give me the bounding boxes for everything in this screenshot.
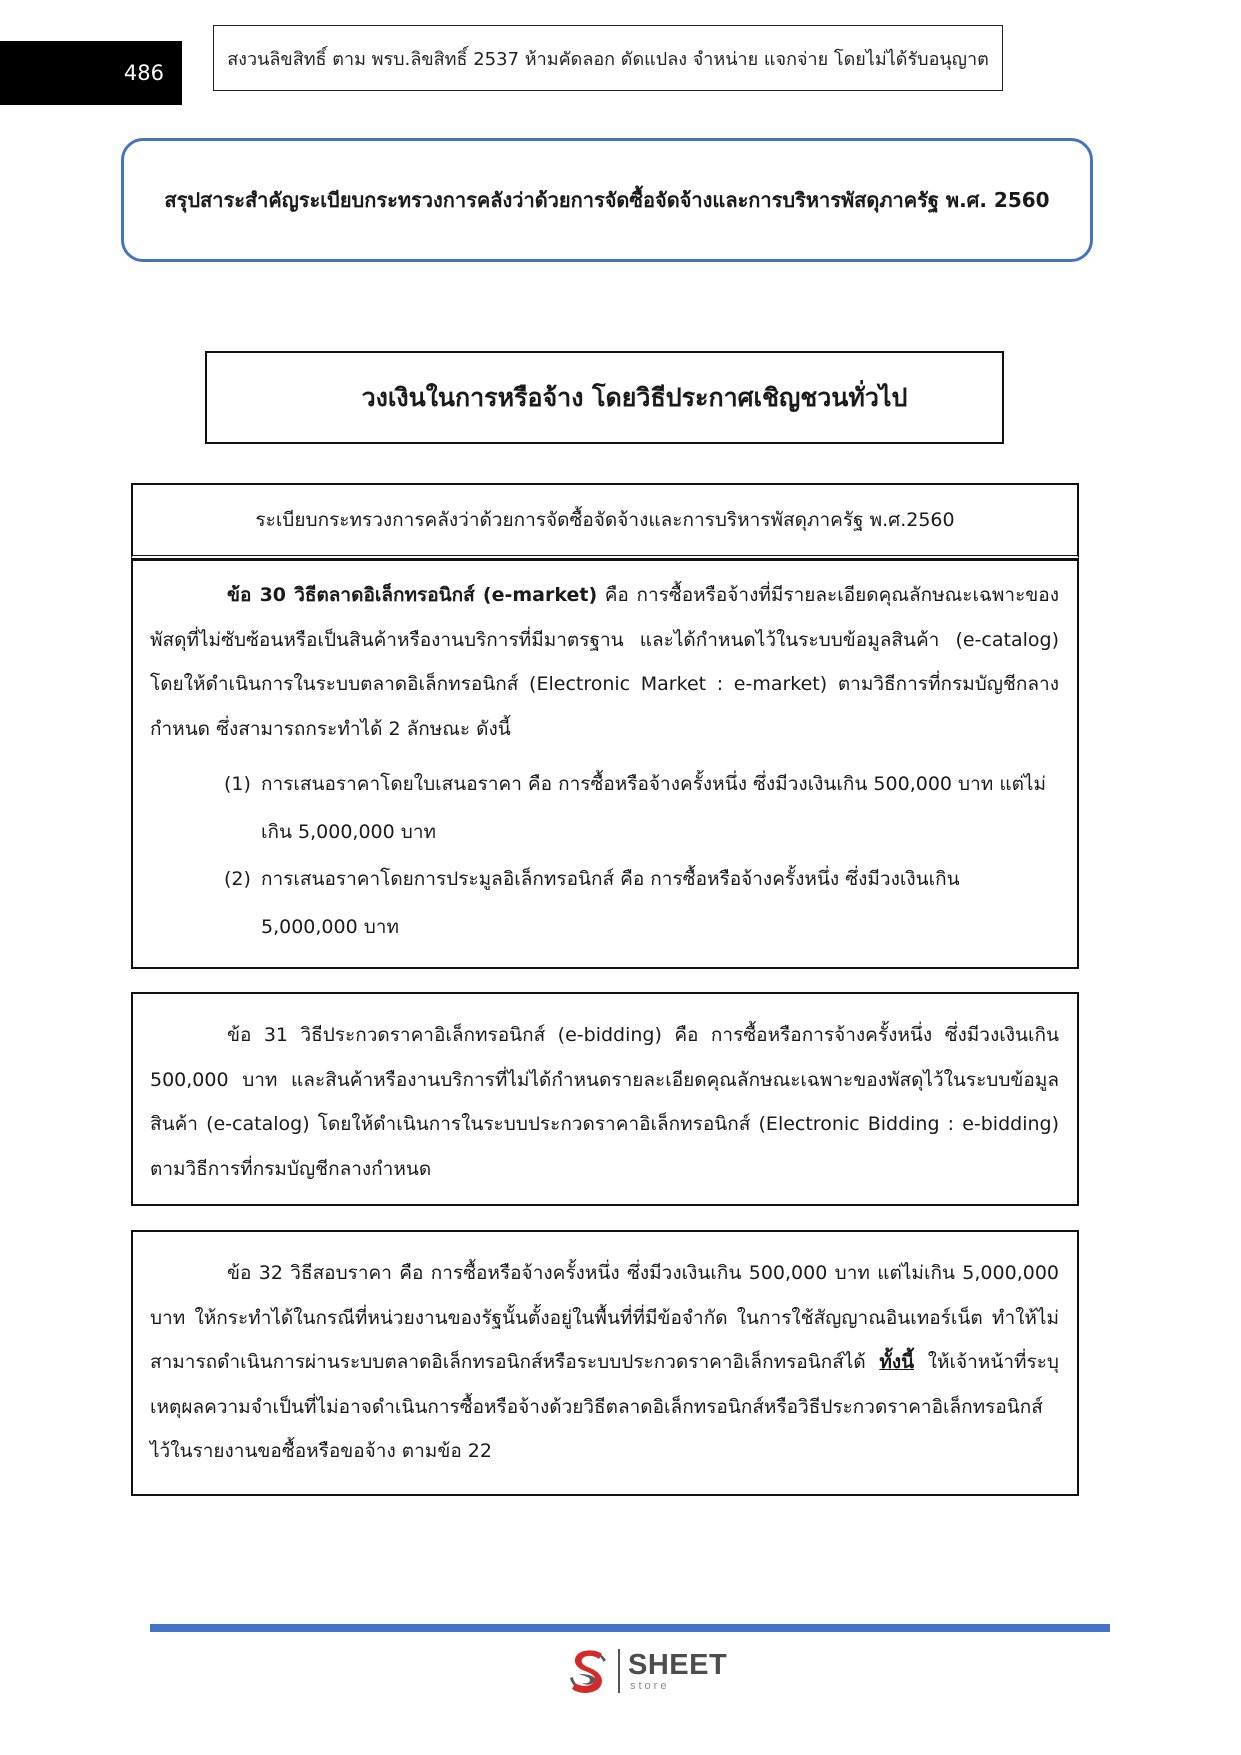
clause-32-text-after: ให้เจ้าหน้าที่ระบุเหตุผลความจำเป็นที่ไม่อาจดำเนินการซื้อหรือจ้างด้วยวิธีตลาดอิเล็กทรอนิกส์หรือวิธีประกวดราคาอิเล็กทรอนิกส์ไว้ในรายงานขอซื้อหรือขอจ้าง ตามข้อ 22 (150, 1351, 1059, 1462)
sheet-store-logo (566, 1645, 736, 1697)
logo-words (628, 1648, 728, 1692)
clause-32-box (131, 1230, 1079, 1496)
logo-sub: store (630, 1679, 670, 1692)
sheet-store-logo-icon (566, 1646, 612, 1696)
page-number-text: 486 (123, 61, 164, 85)
footer-rule (150, 1624, 1110, 1632)
clause-30-box (131, 559, 1079, 969)
regulation-title-box (131, 483, 1079, 559)
clause-30-paragraph (150, 573, 1059, 751)
clause-30-lead: ข้อ 30 วิธีตลาดอิเล็กทรอนิกส์ (e-market) (227, 584, 598, 606)
clause-32-text-before: ข้อ 32 วิธีสอบราคา คือ การซื้อหรือจ้างครั้งหนึ่ง ซึ่งมีวงเงินเกิน 500,000 บาท แต่ไม่เกิน 5,000,000 บาท ให้กระทำได้ในกรณีที่หน่วยงานของรัฐนั้นตั้งอยู่ในพื้นที่ที่มีข้อจำกัด ในการใช้สัญญาณอินเทอร์เน็ต ทำให้ไม่สามารถดำเนินการผ่านระบบตลาดอิเล็กทรอนิกส์หรือระบบประกวดราคาอิเล็กทรอนิกส์ได้ (150, 1262, 1059, 1373)
section-heading: วงเงินในการหรือจ้าง โดยวิธีประกาศเชิญชวนทั่วไป (361, 382, 908, 412)
clause-30-item (224, 856, 1059, 951)
clause-30-item (224, 761, 1059, 856)
clause-31-paragraph: ข้อ 31 วิธีประกวดราคาอิเล็กทรอนิกส์ (e-bidding) คือ การซื้อหรือการจ้างครั้งหนึ่ง ซึ่งมีวงเงินเกิน 500,000 บาท และสินค้าหรืองานบริการที่ไม่ได้กำหนดรายละเอียดคุณลักษณะเฉพาะของพัสดุไว้ในระบบข้อมูลสินค้า (e-catalog) โดยให้ดำเนินการในระบบประกวดราคาอิเล็กทรอนิกส์ (Electronic Bidding : e-bidding) ตามวิธีการที่กรมบัญชีกลางกำหนด (150, 1024, 1059, 1180)
clause-30-item-number: (1) (224, 773, 251, 795)
summary-title: สรุปสาระสำคัญระเบียบกระทรวงการคลังว่าด้วยการจัดซื้อจัดจ้างและการบริหารพัสดุภาครัฐ พ.ศ. 2560 (164, 188, 1050, 212)
clause-30-body: คือ การซื้อหรือจ้างที่มีรายละเอียดคุณลักษณะเฉพาะของพัสดุที่ไม่ซับซ้อนหรือเป็นสินค้าหรืองานบริการที่มีมาตรฐาน และได้กำหนดไว้ในระบบข้อมูลสินค้า (e-catalog) โดยให้ดำเนินการในระบบตลาดอิเล็กทรอนิกส์ (Electronic Market : e-market) ตามวิธีการที่กรมบัญชีกลางกำหนด ซึ่งสามารถกระทำได้ 2 ลักษณะ ดังนี้ (150, 584, 1059, 740)
clause-30-item-text: การเสนอราคาโดยใบเสนอราคา คือ การซื้อหรือจ้างครั้งหนึ่ง ซึ่งมีวงเงินเกิน 500,000 บาท แต่ไม่เกิน 5,000,000 บาท (261, 773, 1047, 843)
copyright-notice (213, 25, 1003, 91)
page-number (0, 41, 182, 105)
logo-divider (618, 1649, 620, 1693)
section-heading-box (205, 351, 1004, 444)
clause-31-box (131, 992, 1079, 1206)
clause-32-paragraph (150, 1251, 1059, 1474)
clause-30-item-text: การเสนอราคาโดยการประมูลอิเล็กทรอนิกส์ คือ การซื้อหรือจ้างครั้งหนึ่ง ซึ่งมีวงเงินเกิน 5,000,000 บาท (261, 868, 960, 938)
clause-32-emphasis: ทั้งนี้ (879, 1351, 915, 1373)
summary-title-box (121, 138, 1093, 262)
regulation-title: ระเบียบกระทรวงการคลังว่าด้วยการจัดซื้อจัดจ้างและการบริหารพัสดุภาครัฐ พ.ศ.2560 (255, 509, 955, 531)
copyright-notice-text: สงวนลิขสิทธิ์ ตาม พรบ.ลิขสิทธิ์ 2537 ห้ามคัดลอก ดัดแปลง จำหน่าย แจกจ่าย โดยไม่ได้รับอนุญาต (227, 48, 989, 70)
clause-30-item-number: (2) (224, 868, 251, 890)
logo-word: SHEET (628, 1648, 728, 1681)
